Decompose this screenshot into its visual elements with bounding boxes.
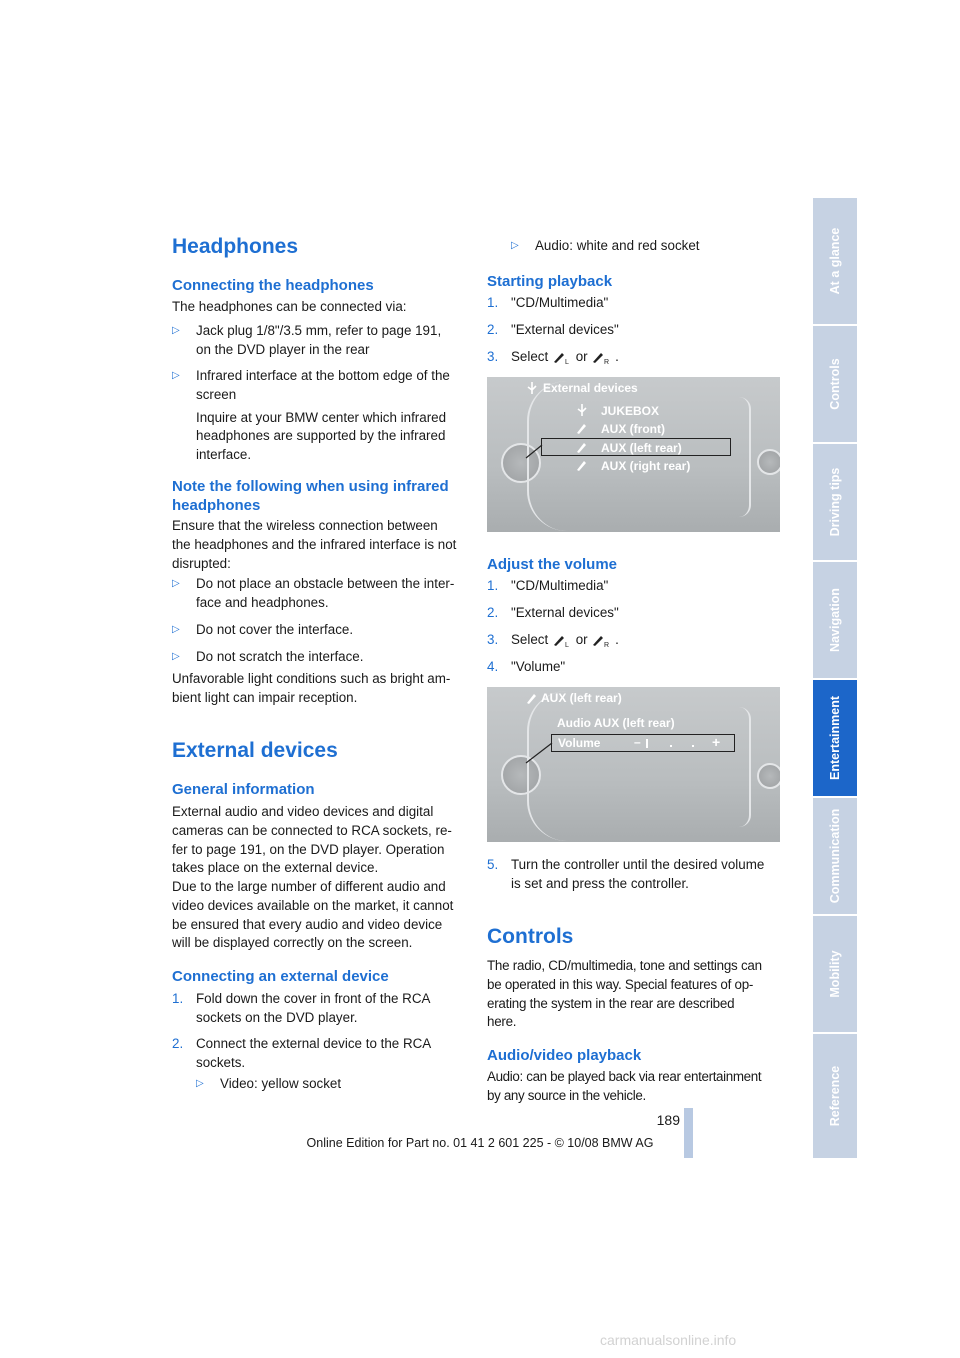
line: Select	[511, 349, 549, 364]
line: Ensure that the wireless connection between	[172, 518, 438, 533]
line: headphones are supported by the infrared	[196, 428, 446, 444]
step-item	[487, 631, 787, 651]
line: be ensured that every audio and video device	[172, 916, 443, 932]
headphones-right-icon	[591, 632, 611, 648]
line: here.	[487, 1014, 517, 1030]
step-number: 5.	[487, 857, 499, 872]
screen-border	[739, 397, 751, 517]
volume-row[interactable]	[551, 734, 735, 752]
subheading-starting-playback: Starting playback	[487, 273, 613, 290]
line: Due to the large number of different audio and	[172, 879, 446, 894]
screenshot-volume	[487, 687, 780, 842]
step-item	[487, 294, 787, 314]
screenshot-external-devices	[487, 377, 780, 532]
section-title-external-devices: External devices	[172, 739, 338, 762]
line: disrupted:	[172, 555, 231, 571]
headphones-left-icon	[552, 349, 572, 365]
tab-communication[interactable]: Communication	[813, 798, 857, 914]
line: face and headphones.	[196, 594, 329, 610]
line: on the DVD player in the rear	[196, 341, 370, 357]
line: or	[575, 632, 588, 647]
line: Select	[511, 632, 549, 647]
pointer-line	[525, 742, 555, 764]
line: External audio and video devices and digital	[172, 804, 434, 819]
screen-title: AUX (left rear)	[541, 691, 622, 705]
svg-text:R: R	[604, 642, 610, 649]
volume-plus-icon[interactable]: +	[712, 734, 721, 750]
line: Jack plug 1/8"/3.5 mm, refer to page 191,	[196, 323, 442, 338]
line: "External devices"	[511, 322, 619, 337]
screen-title: External devices	[543, 381, 638, 395]
volume-scale-tick	[692, 745, 694, 747]
volume-label: Volume	[558, 736, 601, 750]
subheading-adjust-volume: Adjust the volume	[487, 556, 618, 573]
step-number: 2.	[487, 322, 499, 337]
line: "External devices"	[511, 605, 619, 620]
subheading-connecting-headphones: Connecting the headphones	[172, 277, 374, 294]
bullet-item	[172, 621, 472, 641]
line: will be displayed correctly on the screen.	[172, 935, 413, 951]
line: Inquire at your BMW center which infrared	[196, 409, 447, 425]
line: or	[575, 349, 588, 364]
step-item	[172, 1035, 472, 1075]
step-number: 2.	[172, 1036, 184, 1051]
subheading-note-infrared	[172, 477, 449, 515]
paragraph: The headphones can be connected via:	[172, 299, 407, 314]
line: "CD/Multimedia"	[511, 578, 609, 593]
line: erating the system in the rear are described	[487, 995, 735, 1011]
bullet-item	[172, 575, 472, 615]
menu-item-aux-front[interactable]: AUX (front)	[601, 422, 665, 436]
line: the headphones and the infrared interface is not	[172, 536, 457, 552]
tab-at-a-glance[interactable]: At a glance	[813, 198, 857, 324]
pointer-line	[525, 443, 545, 459]
section-title-headphones: Headphones	[172, 235, 299, 258]
line: interface.	[196, 447, 252, 463]
tab-navigation[interactable]: Navigation	[813, 562, 857, 678]
step-item	[487, 348, 787, 368]
line: by any source in the vehicle.	[487, 1087, 646, 1103]
line: .	[615, 349, 619, 364]
step-item	[487, 577, 787, 597]
aux-icon	[575, 458, 589, 472]
step-number: 2.	[487, 605, 499, 620]
step-number: 3.	[487, 632, 499, 647]
paragraph	[172, 517, 456, 573]
line: Do not scratch the interface.	[196, 649, 364, 664]
headphones-right-icon	[591, 349, 611, 365]
subheading-audio-video-playback: Audio/video playback	[487, 1047, 642, 1064]
screen-border	[739, 707, 751, 827]
page-number: 189	[656, 1112, 680, 1128]
watermark: carmanualsonline.info	[600, 1332, 737, 1348]
line: "Volume"	[511, 659, 566, 674]
aux-icon	[575, 421, 589, 435]
sub-bullet-item	[511, 237, 791, 257]
step-item	[487, 321, 787, 341]
line: Audio: white and red socket	[535, 238, 700, 253]
bullet-marker-icon: ▷	[196, 1078, 204, 1089]
step-number: 4.	[487, 659, 499, 674]
line: sockets on the DVD player.	[196, 1009, 358, 1025]
step-number: 1.	[172, 991, 184, 1006]
controller-knob-icon	[757, 763, 780, 789]
step-item	[487, 658, 787, 678]
bullet-marker-icon: ▷	[172, 624, 180, 635]
volume-minus-icon[interactable]: –	[634, 735, 641, 749]
volume-scale-tick	[670, 745, 672, 747]
tab-mobility[interactable]: Mobility	[813, 916, 857, 1032]
aux-icon	[525, 691, 539, 705]
paragraph	[172, 803, 452, 878]
footer-edition: Online Edition for Part no. 01 41 2 601 225 - © 10/08 BMW AG	[306, 1136, 654, 1150]
svg-text:R: R	[604, 359, 610, 366]
screen-subtitle: Audio AUX (left rear)	[557, 716, 675, 730]
bullet-marker-icon: ▷	[172, 651, 180, 662]
menu-item-aux-right-rear[interactable]: AUX (right rear)	[601, 459, 691, 473]
step-number: 1.	[487, 295, 499, 310]
usb-icon	[575, 403, 589, 417]
sub-bullet-item	[196, 1075, 476, 1095]
line: Do not cover the interface.	[196, 622, 354, 637]
screen-border	[527, 691, 741, 841]
subheading-general-information: General information	[172, 781, 315, 798]
line: Audio: can be played back via rear entertainment	[487, 1069, 762, 1084]
usb-icon	[525, 381, 539, 395]
bullet-item	[172, 367, 472, 467]
volume-level-marker	[646, 739, 648, 748]
line: fer to page 191, on the DVD player. Operation	[172, 841, 445, 857]
subheading-connecting-external: Connecting an external device	[172, 968, 389, 985]
tab-controls[interactable]: Controls	[813, 326, 857, 442]
highlight-frame	[541, 438, 731, 456]
line: Note the following when using infrared	[172, 478, 449, 495]
menu-item-jukebox[interactable]: JUKEBOX	[601, 404, 660, 418]
step-item	[487, 856, 787, 896]
paragraph	[172, 670, 450, 708]
bullet-marker-icon: ▷	[511, 240, 519, 251]
controller-knob-icon	[757, 449, 780, 475]
bullet-item	[172, 322, 472, 362]
tab-driving-tips[interactable]: Driving tips	[813, 444, 857, 560]
line: Unfavorable light conditions such as bright am-	[172, 671, 451, 686]
line: The radio, CD/multimedia, tone and settings can	[487, 958, 762, 973]
paragraph	[487, 1068, 761, 1106]
line: Turn the controller until the desired volume	[511, 857, 765, 872]
line: cameras can be connected to RCA sockets, re-	[172, 822, 452, 838]
line: sockets.	[196, 1054, 246, 1070]
line: Fold down the cover in front of the RCA	[196, 991, 431, 1006]
line: video devices available on the market, it cannot	[172, 897, 454, 913]
line: Connect the external device to the RCA	[196, 1036, 432, 1051]
section-title-controls: Controls	[487, 925, 574, 948]
svg-text:L: L	[564, 359, 569, 366]
line: .	[615, 632, 619, 647]
line: bient light can impair reception.	[172, 689, 358, 705]
paragraph	[487, 957, 762, 1032]
line: Video: yellow socket	[220, 1076, 342, 1091]
bullet-marker-icon: ▷	[172, 325, 180, 336]
line: be operated in this way. Special features of op-	[487, 976, 754, 992]
line: takes place on the external device.	[172, 860, 379, 876]
bullet-marker-icon: ▷	[172, 370, 180, 381]
menu-item-aux-left-rear[interactable]: AUX (left rear)	[601, 441, 682, 455]
bullet-marker-icon: ▷	[172, 578, 180, 589]
svg-text:L: L	[564, 642, 569, 649]
bullet-item	[172, 648, 472, 668]
line: headphones	[172, 497, 261, 514]
line: Do not place an obstacle between the inter-	[196, 576, 455, 591]
line: Infrared interface at the bottom edge of the	[196, 368, 450, 383]
page-marker-bar	[684, 1108, 693, 1158]
step-number: 3.	[487, 349, 499, 364]
line: screen	[196, 386, 237, 402]
line: "CD/Multimedia"	[511, 295, 609, 310]
step-item	[172, 990, 472, 1030]
step-item	[487, 604, 787, 624]
headphones-left-icon	[552, 632, 572, 648]
step-number: 1.	[487, 578, 499, 593]
tab-reference[interactable]: Reference	[813, 1034, 857, 1158]
line: is set and press the controller.	[511, 875, 689, 891]
tab-entertainment[interactable]: Entertainment	[813, 680, 857, 796]
paragraph	[172, 878, 453, 953]
